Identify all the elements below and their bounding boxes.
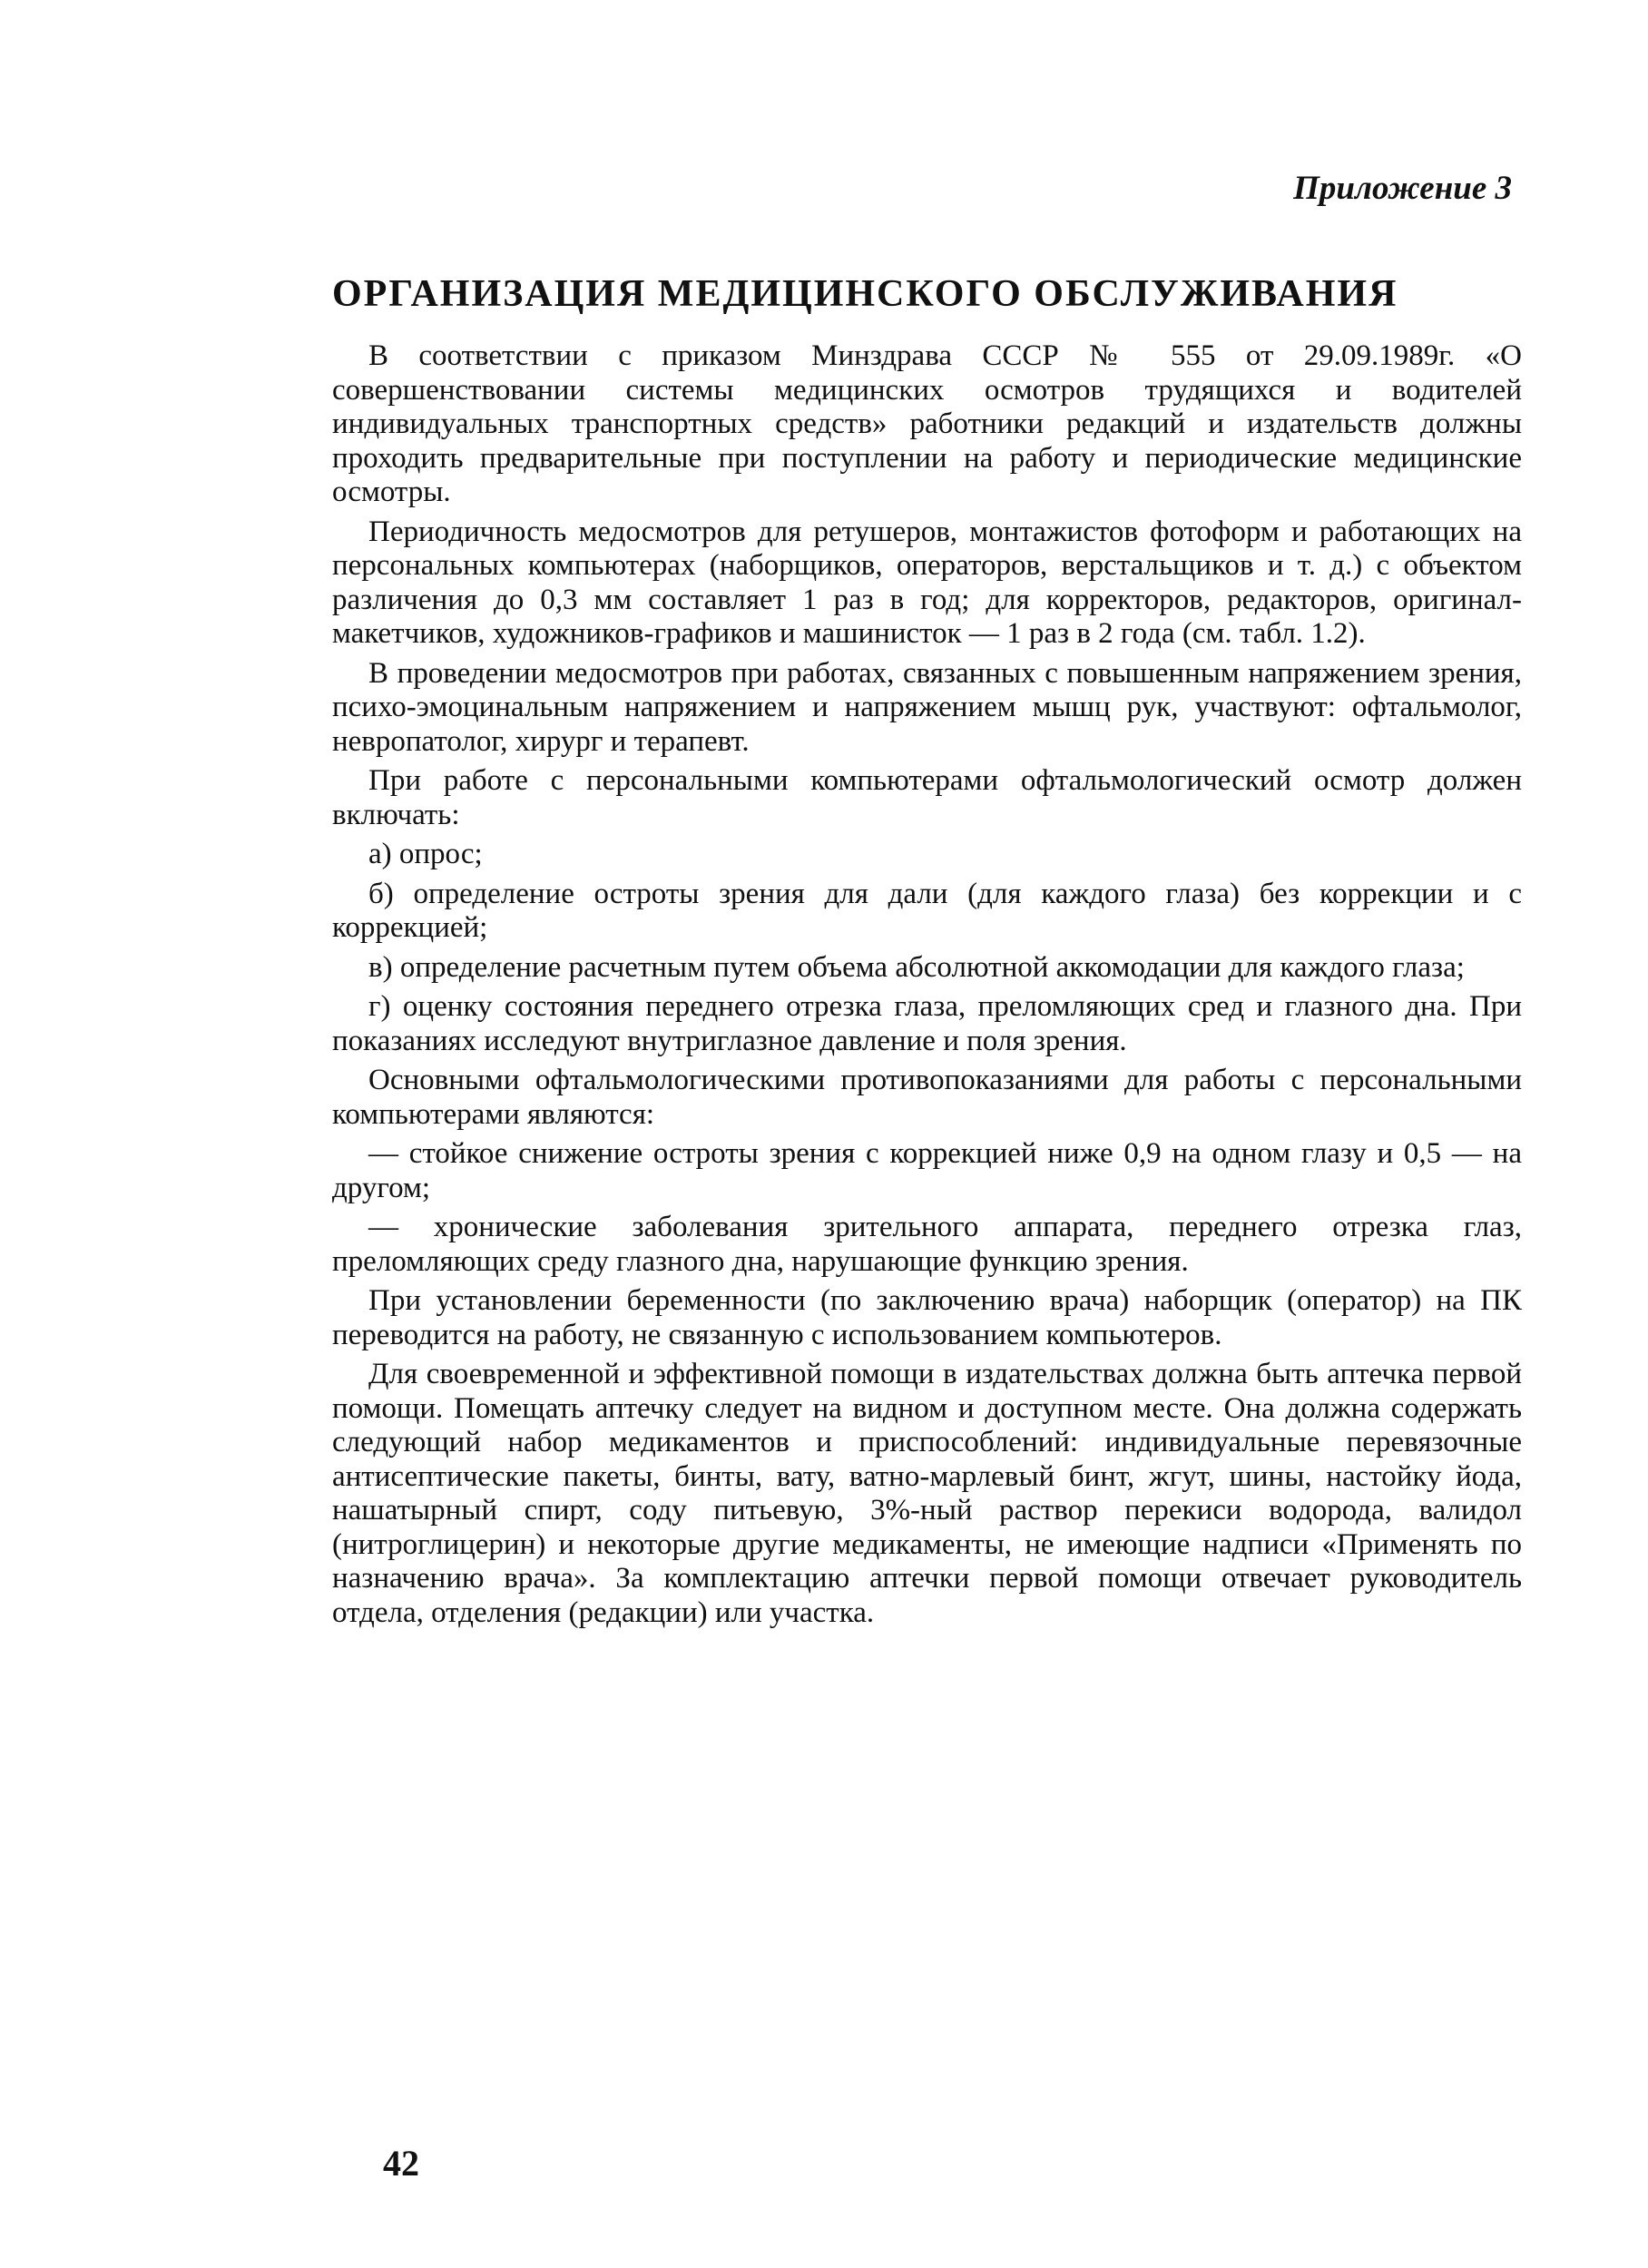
paragraph: При работе с персональными компьютерами офтальмологический осмотр должен включать: <box>332 764 1522 831</box>
list-item: — хронические заболевания зрительного аппарата, переднего отрезка глаз, преломляющих среду глазного дна, нарушающие функцию зрения. <box>332 1211 1522 1278</box>
list-item: г) оценку состояния переднего отрезка глаза, преломляющих сред и глазного дна. При показаниях исследуют внутриглазное давление и поля зрения. <box>332 990 1522 1057</box>
list-item: в) определение расчетным путем объема абсолютной аккомодации для каждого глаза; <box>368 950 1465 984</box>
document-title: ОРГАНИЗАЦИЯ МЕДИЦИНСКОГО ОБСЛУЖИВАНИЯ <box>332 273 1398 315</box>
paragraph: В проведении медосмотров при работах, связанных с повышенным напряжением зрения, психо-эмоцинальным напряжением и напряжением мышц рук, участвуют: офтальмолог, невропатолог, хирург и терапевт. <box>332 656 1522 758</box>
paragraph: В соответствии с приказом Минздрава СССР № 555 от 29.09.1989г. «О совершенствовании системы медицинских осмотров трудящихся и водителей индивидуальных транспортных средств» работники редакций и издательств должны проходить предварительные при поступлении на работу и периодические медицинские осмотры. <box>332 339 1522 508</box>
list-item: б) определение остроты зрения для дали (для каждого глаза) без коррекции и с коррекцией; <box>332 877 1522 944</box>
body-text <box>332 339 1522 1635</box>
paragraph: Основными офтальмологическими противопоказаниями для работы с персональными компьютерами являются: <box>332 1064 1522 1131</box>
list-item: а) опрос; <box>368 838 483 870</box>
paragraph: Для своевременной и эффективной помощи в издательствах должна быть аптечка первой помощи. Помещать аптечку следует на видном и доступном месте. Она должна содержать следующий набор медикаментов и приспособлений: индивидуальные перевязочные антисептические пакеты, бинты, вату, ватно-марлевый бинт, жгут, шины, настойку йода, нашатырный спирт, соду питьевую, 3%-ный раствор перекиси водорода, валидол (нитроглицерин) и некоторые другие медикаменты, не имеющие надписи «Применять по назначению врача». За комплектацию аптечки первой помощи отвечает руководитель отдела, отделения (редакции) или участка. <box>332 1358 1522 1629</box>
appendix-label: Приложение 3 <box>1293 170 1512 207</box>
paragraph: Периодичность медосмотров для ретушеров, монтажистов фотоформ и работающих на персональных компьютерах (наборщиков, операторов, верстальщиков и т. д.) с объектом различения до 0,3 мм составляет 1 раз в год; для корректоров, редакторов, оригинал-макетчиков, художников-графиков и машинисток — 1 раз в 2 года (см. табл. 1.2). <box>332 515 1522 650</box>
paragraph: При установлении беременности (по заключению врача) наборщик (оператор) на ПК переводится на работу, не связанную с использованием компьютеров. <box>332 1284 1522 1351</box>
page-number: 42 <box>383 2143 419 2184</box>
list-item: — стойкое снижение остроты зрения с коррекцией ниже 0,9 на одном глазу и 0,5 — на другом; <box>332 1137 1522 1204</box>
